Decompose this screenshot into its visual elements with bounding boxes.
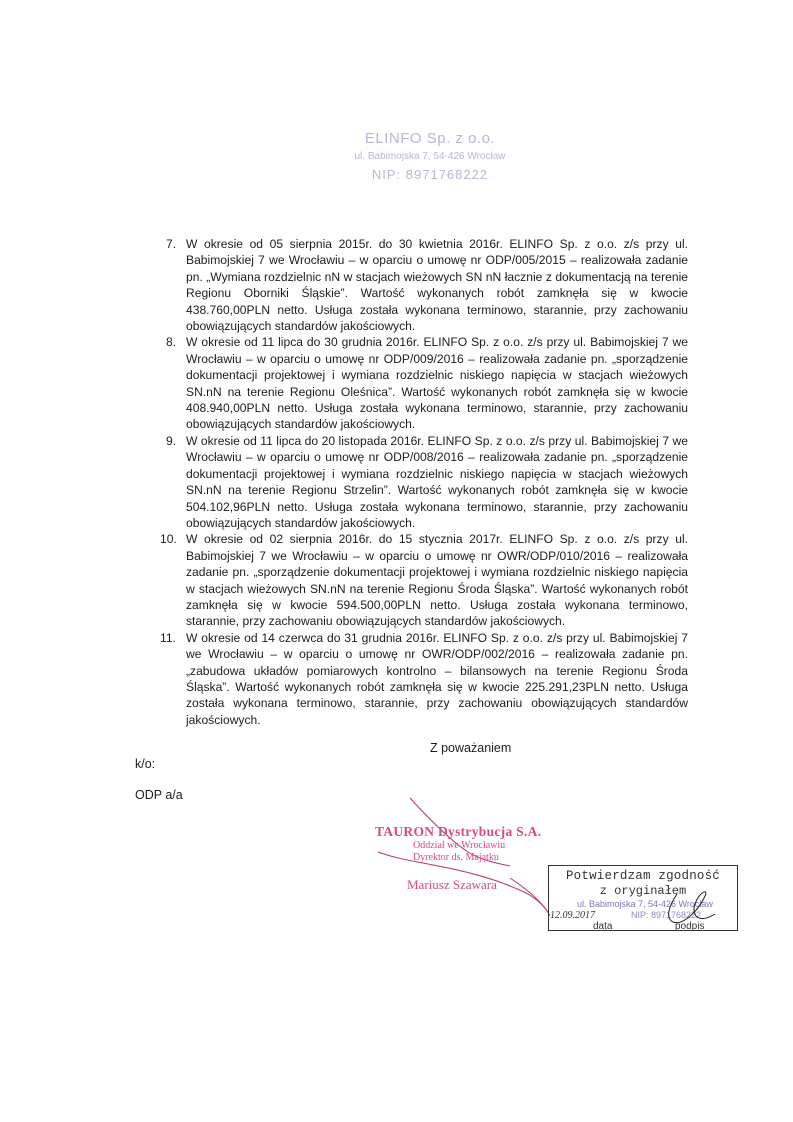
list-item-text: W okresie od 14 czerwca do 31 grudnia 2016r. ELINFO Sp. z o.o. z/s przy ul. Babimojskiej 7 we Wrocławiu – w oparciu o umowę nr OWR/ODP/002/2016 – realizowała zadanie pn. „zabudowa układów pomiarowych kontrolno – bilansowych na terenie Regionu Środa Śląska”. Wartość wykonanych robót zamknęła się w kwocie 225.291,23PLN netto. Usługa została wykonana terminowo, starannie, przy zachowaniu obowiązujących standardów jakościowych. bbox=[186, 630, 688, 727]
tauron-signature-stamp bbox=[375, 824, 575, 893]
signatory-name: Mariusz Szawara bbox=[407, 877, 497, 892]
list-item bbox=[160, 236, 688, 334]
tauron-company: TAURON Dystrybucja S.A. bbox=[375, 824, 542, 839]
stamp-company-nip: NIP: 8971768222 bbox=[371, 167, 489, 182]
list-item bbox=[160, 630, 688, 728]
confirmation-box bbox=[548, 865, 738, 931]
confirmation-stamp-address: ul. Babimojska 7, 54-426 Wrocław bbox=[577, 899, 713, 909]
confirmation-stamp-nip: NIP: 8971768222 bbox=[631, 910, 702, 920]
label-date: data bbox=[593, 921, 613, 932]
list-item-number: 11. bbox=[160, 630, 176, 645]
reference-list bbox=[160, 236, 688, 728]
label-signature: podpis bbox=[675, 921, 705, 932]
tauron-branch: Oddział we Wrocławiu bbox=[413, 840, 506, 851]
confirmation-signature-icon bbox=[549, 866, 739, 932]
list-item-number: 9. bbox=[166, 433, 177, 448]
list-item bbox=[160, 334, 688, 432]
list-item bbox=[160, 433, 688, 531]
confirmation-line-1: Potwierdzam zgodność bbox=[565, 869, 721, 883]
cc-label: k/o: bbox=[135, 757, 156, 771]
confirmation-line-2: z oryginałem bbox=[599, 884, 687, 898]
stamp-company-name: ELINFO Sp. z o.o. bbox=[364, 130, 496, 147]
list-item-text: W okresie od 11 lipca do 20 listopada 2016r. ELINFO Sp. z o.o. z/s przy ul. Babimojskiej 7 we Wrocławiu – w oparciu o umowę nr ODP/008/2016 – realizowała zadanie pn. „sporządzenie dokumentacji projektowej i wymiana rozdzielnic niskiego napięcia w stacjach wieżowych SN.nN na terenie Regionu Strzelin”. Wartość wykonanych robót zamknęła się w kwocie 504.102,96PLN netto. Usługa została wykonana terminowo, starannie, przy zachowaniu obowiązujących standardów jakościowych. bbox=[186, 433, 688, 530]
list-item-number: 8. bbox=[166, 335, 177, 350]
archive-label: ODP a/a bbox=[135, 788, 183, 802]
confirmation-date: 12.09.2017 bbox=[550, 910, 595, 921]
closing-phrase: Z poważaniem bbox=[430, 741, 512, 755]
company-header-stamp bbox=[340, 130, 520, 184]
tauron-position: Dyrektor ds. Majątku bbox=[413, 852, 499, 863]
list-item-text: W okresie od 11 lipca do 30 grudnia 2016r. ELINFO Sp. z o.o. z/s przy ul. Babimojskiej 7 we Wrocławiu – w oparciu o umowę nr ODP/009/2016 – realizowała zadanie pn. „sporządzenie dokumentacji projektowej i wymiana rozdzielnic niskiego napięcia w stacjach wieżowych SN.nN na terenie Regionu Oleśnica”. Wartość wykonanych robót zamknęła się w kwocie 408.940,00PLN netto. Usługa została wykonana terminowo, starannie, przy zachowaniu obowiązujących standardów jakościowych. bbox=[186, 335, 688, 432]
list-item-text: W okresie od 05 sierpnia 2015r. do 30 kwietnia 2016r. ELINFO Sp. z o.o. z/s przy ul. Babimojskiej 7 we Wrocławiu – w oparciu o umowę nr ODP/005/2015 – realizowała zadanie pn. „Wymiana rozdzielnic nN w stacjach wieżowych SN nN łacznie z dokumentacją na terenie Regionu Oborniki Śląskie”. Wartość wykonanych robót zamknęła się w kwocie 438.760,00PLN netto. Usługa została wykonana terminowo, starannie, przy zachowaniu obowiązujących standardów jakościowych. bbox=[186, 237, 688, 334]
list-item-text: W okresie od 02 sierpnia 2016r. do 15 stycznia 2017r. ELINFO Sp. z o.o. z/s przy ul. Babimojskiej 7 we Wrocławiu – w oparciu o umowę nr OWR/ODP/010/2016 – realizowała zadanie pn. „sporządzenie dokumentacji projektowej i wymiana rozdzielnic niskiego napięcia w stacjach wieżowych SN.nN na terenie Regionu Środa Śląska”. Wartość wykonanych robót zamknęła się w kwocie 594.500,00PLN netto. Usługa została wykonana terminowo, starannie, przy zachowaniu obowiązujących standardów jakościowych. bbox=[186, 532, 688, 629]
stamp-company-address: ul. Babimojska 7, 54-426 Wrocław bbox=[354, 151, 506, 162]
list-item-number: 10. bbox=[160, 532, 177, 547]
list-item-number: 7. bbox=[166, 237, 177, 251]
list-item bbox=[160, 531, 688, 629]
